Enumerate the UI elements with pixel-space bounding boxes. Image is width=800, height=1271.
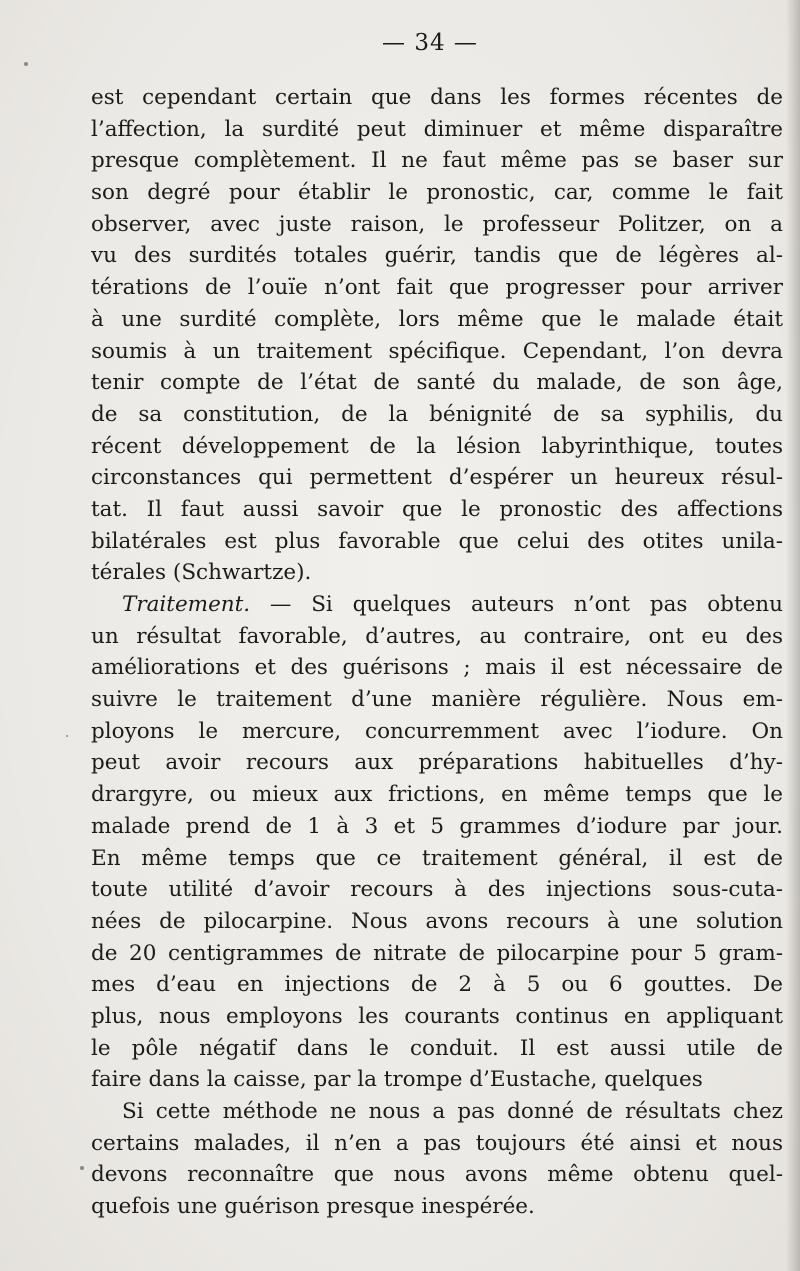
text-line: faire dans la caisse, par la trompe d’Eustache, quelques	[91, 1067, 703, 1093]
text-line: tenir compte de l’état de santé du malade, de son âge,	[91, 370, 783, 396]
section-heading-traitement: Traitement.	[122, 592, 251, 617]
text-line: de sa constitution, de la bénignité de sa syphilis, du	[91, 401, 783, 427]
text-line: devons reconnaître que nous avons même obtenu quel-	[91, 1162, 783, 1188]
text-line: de 20 centigrammes de nitrate de pilocarpine pour 5 gram-	[91, 940, 783, 966]
paper-speck	[24, 62, 28, 66]
text-line: malade prend de 1 à 3 et 5 grammes d’iodure par jour.	[91, 813, 783, 839]
text-line: nées de pilocarpine. Nous avons recours à une solution	[91, 908, 783, 934]
text-line: mes d’eau en injections de 2 à 5 ou 6 gouttes. De	[91, 972, 783, 998]
paper-speck	[66, 735, 68, 737]
page-number: — 34 —	[382, 30, 478, 56]
text-line: à une surdité complète, lors même que le malade était	[91, 306, 783, 332]
text-line: l’affection, la surdité peut diminuer et même disparaître	[91, 116, 783, 142]
text-line: bilatérales est plus favorable que celui des otites unila-	[91, 528, 783, 554]
text-line: toute utilité d’avoir recours à des injections sous-cuta-	[91, 877, 783, 903]
text-line: améliorations et des guérisons ; mais il est nécessaire de	[91, 655, 783, 681]
text-line: certains malades, il n’en a pas toujours été ainsi et nous	[91, 1130, 783, 1156]
text-line: En même temps que ce traitement général, il est de	[91, 845, 783, 871]
text-line: presque complètement. Il ne faut même pas se baser sur	[91, 148, 783, 174]
paper-speck	[80, 1166, 84, 1170]
text-line: ployons le mercure, concurremment avec l’iodure. On	[91, 718, 783, 744]
text-line: drargyre, ou mieux aux frictions, en même temps que le	[91, 782, 783, 808]
text-line: quefois une guérison presque inespérée.	[91, 1194, 535, 1220]
text-line: plus, nous employons les courants continus en appliquant	[91, 1003, 783, 1029]
text-line: tat. Il faut aussi savoir que le pronostic des affections	[91, 496, 783, 522]
text-line: Si cette méthode ne nous a pas donné de résultats chez	[122, 1099, 783, 1124]
text-line: suivre le traitement d’une manière régulière. Nous em-	[91, 687, 783, 713]
paragraph-first-line	[91, 589, 783, 621]
text-line: son degré pour établir le pronostic, car, comme le fait	[91, 180, 783, 206]
text-line: vu des surdités totales guérir, tandis que de légères al-	[91, 243, 783, 269]
body-text	[91, 82, 783, 1223]
text-line: le pôle négatif dans le conduit. Il est aussi utile de	[91, 1035, 783, 1061]
text-line: térations de l’ouïe n’ont fait que progresser pour arriver	[91, 275, 783, 301]
text-line: térales (Schwartze).	[91, 560, 312, 586]
page-edge-shadow	[786, 0, 800, 1271]
text-line: est cependant certain que dans les formes récentes de	[91, 85, 783, 110]
text-line: circonstances qui permettent d’espérer un heureux résul-	[91, 465, 783, 491]
text-line: récent développement de la lésion labyrinthique, toutes	[91, 433, 783, 459]
first-line-text: — Si quelques auteurs n’ont pas obtenu	[250, 592, 783, 617]
text-line: soumis à un traitement spécifique. Cependant, l’on devra	[91, 338, 783, 364]
text-line: un résultat favorable, d’autres, au contraire, ont eu des	[91, 623, 783, 649]
text-line: observer, avec juste raison, le professeur Politzer, on a	[91, 211, 783, 237]
text-line: peut avoir recours aux préparations habituelles d’hy-	[91, 750, 783, 776]
